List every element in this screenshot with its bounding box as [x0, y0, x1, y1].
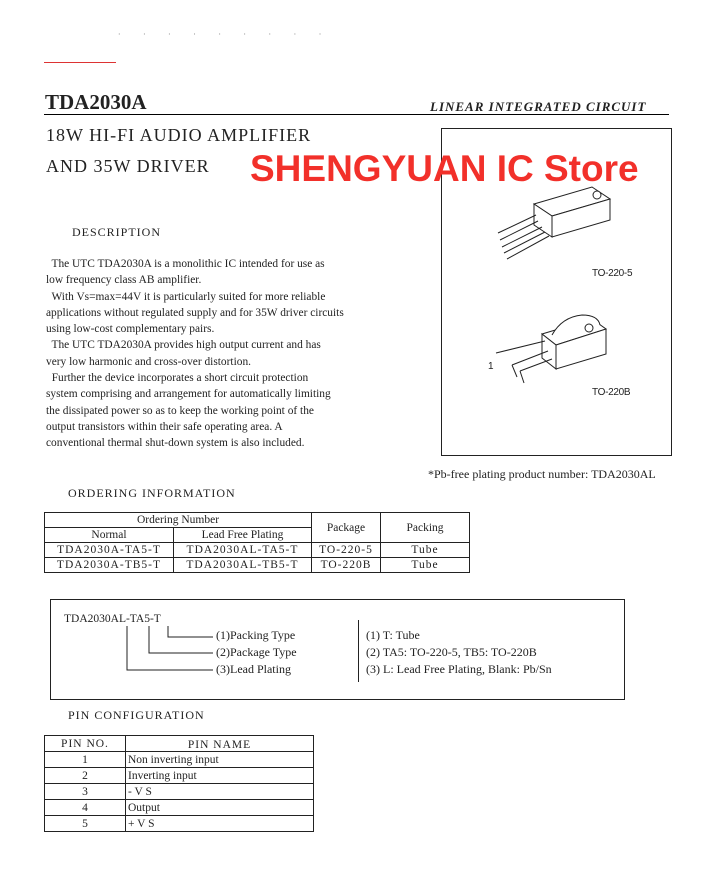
order-packing: Tube	[381, 558, 470, 573]
code-item-1: (1)Packing Type	[216, 628, 296, 642]
pin1-marker: 1	[488, 361, 494, 372]
title-line-2: AND 35W DRIVER	[46, 156, 210, 176]
pb-free-note: *Pb-free plating product number: TDA2030AL	[428, 467, 656, 481]
top-red-rule	[44, 62, 116, 63]
to220b-drawing	[496, 315, 606, 383]
table-row	[45, 816, 314, 832]
header-rule	[44, 114, 669, 115]
code-value-2: (2) TA5: TO-220-5, TB5: TO-220B	[366, 645, 537, 659]
order-normal: TDA2030A-TB5-T	[45, 558, 174, 573]
table-row	[45, 543, 470, 558]
pin-no: 3	[45, 784, 126, 800]
ordering-table	[44, 512, 470, 573]
col-normal: Normal	[45, 528, 174, 543]
table-row	[45, 752, 314, 768]
pin-name: + V S	[126, 816, 314, 832]
pin-config-heading: PIN CONFIGURATION	[68, 708, 205, 722]
order-normal: TDA2030A-TA5-T	[45, 543, 174, 558]
description-text: The UTC TDA2030A is a monolithic IC intended for use as low frequency class AB amplifier. With Vs=max=44V it is particularly suited for more reliable applications without regulated supply and for 35W driver circuits using low-cost complementary pairs. The UTC TDA2030A provides high output current and has very low harmonic and cross-over distortion. Further the device incorporates a short circuit protection system comprising and arrangement for automatically limiting the dissipated power so as to keep the working point of the output transistors within their safe operating area. A conventional thermal shut-down system is also included.	[46, 258, 344, 450]
ordering-group-header: Ordering Number	[45, 513, 312, 528]
col-lead-free: Lead Free Plating	[173, 528, 311, 543]
table-row	[45, 784, 314, 800]
pin-no: 1	[45, 752, 126, 768]
package-label-2: TO-220B	[592, 387, 631, 398]
col-packing: Packing	[381, 513, 470, 543]
order-package: TO-220B	[312, 558, 381, 573]
description-heading: DESCRIPTION	[72, 225, 162, 239]
pin-name: Inverting input	[126, 768, 314, 784]
col-pin-name: PIN NAME	[126, 736, 314, 752]
scan-noise: · · · · · · · · ·	[118, 30, 332, 39]
part-number: TDA2030A	[45, 90, 147, 114]
code-item-2: (2)Package Type	[216, 645, 297, 659]
title-line-1: 18W HI-FI AUDIO AMPLIFIER	[46, 125, 312, 145]
to220-5-drawing	[498, 187, 610, 259]
pin-no: 5	[45, 816, 126, 832]
pin-name: Output	[126, 800, 314, 816]
col-package: Package	[312, 513, 381, 543]
code-value-3: (3) L: Lead Free Plating, Blank: Pb/Sn	[366, 662, 552, 676]
order-packing: Tube	[381, 543, 470, 558]
code-item-3: (3)Lead Plating	[216, 662, 291, 676]
table-row	[45, 558, 470, 573]
col-pin-no: PIN NO.	[45, 736, 126, 752]
ordering-heading: ORDERING INFORMATION	[68, 486, 236, 500]
table-row	[45, 768, 314, 784]
code-divider	[358, 620, 359, 682]
code-example: TDA2030AL-TA5-T	[64, 613, 161, 625]
code-value-1: (1) T: Tube	[366, 628, 420, 642]
pin-name: - V S	[126, 784, 314, 800]
product-family: LINEAR INTEGRATED CIRCUIT	[430, 99, 647, 114]
order-lead-free: TDA2030AL-TA5-T	[173, 543, 311, 558]
order-package: TO-220-5	[312, 543, 381, 558]
store-watermark: SHENGYUAN IC Store	[250, 148, 639, 189]
order-lead-free: TDA2030AL-TB5-T	[173, 558, 311, 573]
pin-no: 4	[45, 800, 126, 816]
pin-name: Non inverting input	[126, 752, 314, 768]
pin-no: 2	[45, 768, 126, 784]
package-label-1: TO-220-5	[592, 268, 633, 279]
pin-table	[44, 735, 314, 832]
table-row	[45, 800, 314, 816]
code-explanation-box	[50, 599, 625, 700]
